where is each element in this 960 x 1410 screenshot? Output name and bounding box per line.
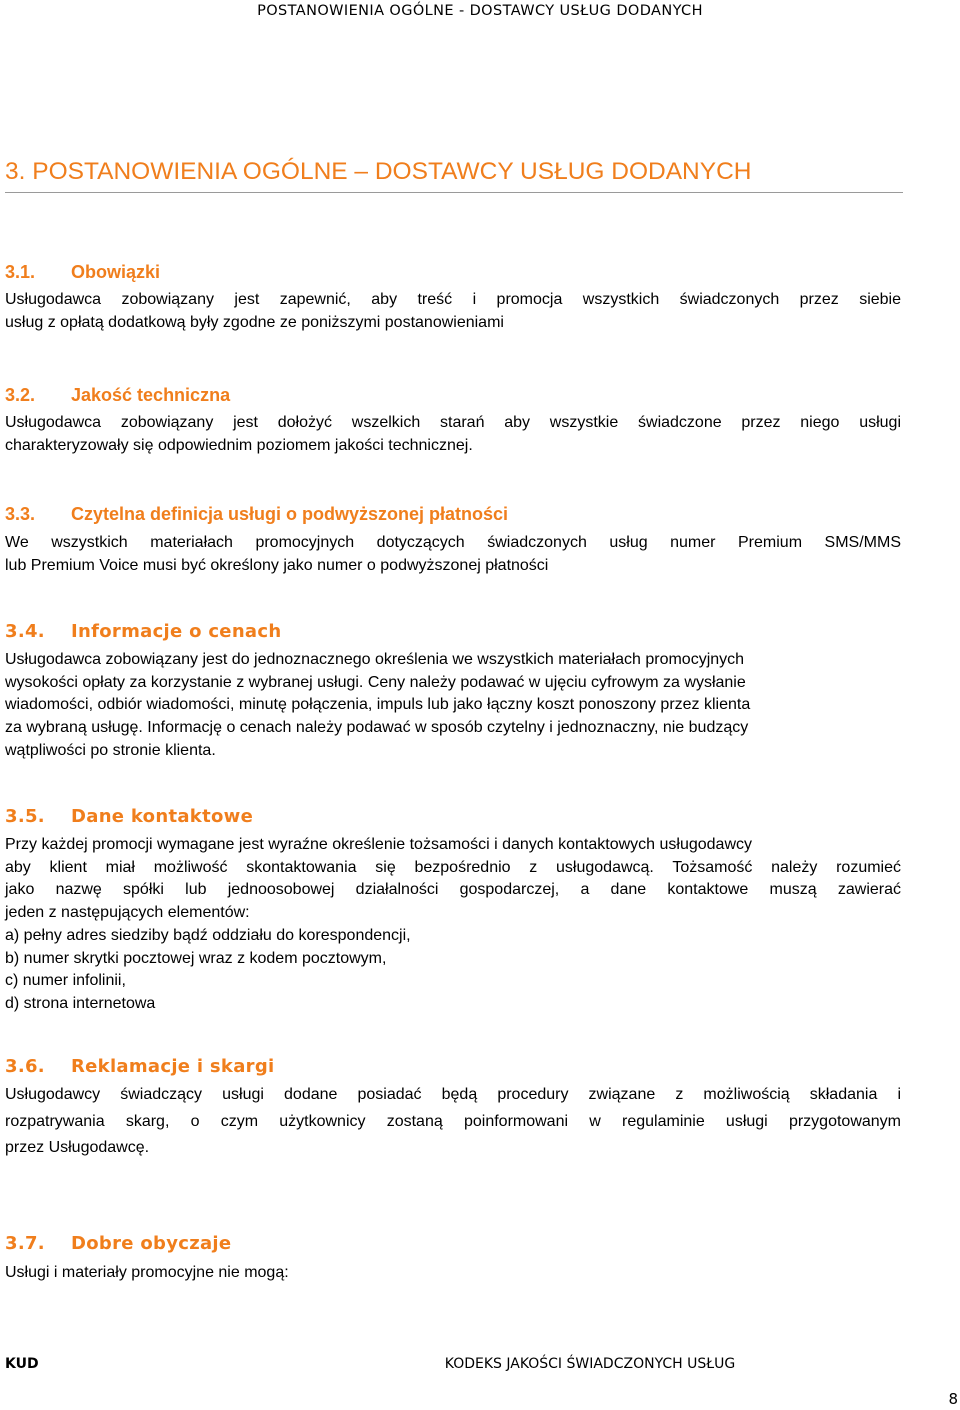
- paragraph-line: za wybraną usługę. Informację o cenach należy podawać w sposób czytelny i jednoznaczny, nie budzący: [5, 719, 749, 737]
- section-jakosc-techniczna: [5, 383, 901, 457]
- section-heading: [5, 1232, 901, 1256]
- section-number: 3.3.: [5, 504, 36, 524]
- section-title: Jakość techniczna: [71, 385, 231, 405]
- list-item: c) numer infolinii,: [5, 972, 126, 990]
- paragraph-line: Usługodawca zobowiązany jest zapewnić, aby treść i promocja wszystkich świadczonych przez siebie: [5, 291, 901, 308]
- paragraph-line: jako nazwę spółki lub jednoosobowej działalności gospodarczej, a dane kontaktowe muszą zawierać: [5, 881, 901, 899]
- section-czytelna-definicja: [5, 502, 901, 577]
- section-number: 3.5.: [5, 806, 45, 827]
- section-title: Czytelna definicja usługi o podwyższonej płatności: [71, 504, 509, 524]
- section-number: 3.4.: [5, 621, 45, 642]
- paragraph-line: wysokości opłaty za korzystanie z wybranej usługi. Ceny należy podawać w ujęciu cyfrowym za wysłanie: [5, 673, 746, 691]
- section-number: 3.1.: [5, 262, 36, 282]
- section-heading: [5, 620, 901, 644]
- section-heading: [5, 502, 901, 526]
- paragraph-line: Przy każdej promocji wymagane jest wyraźne określenie tożsamości i danych kontaktowych usługodawcy: [5, 836, 752, 853]
- section-number: 3.6.: [5, 1056, 45, 1077]
- paragraph-line: rozpatrywania skarg, o czym użytkownicy zostaną poinformowani w regulaminie usługi przygotowanym: [5, 1112, 901, 1130]
- paragraph-line: Usługodawcy świadczący usługi dodane posiadać będą procedury związane z możliwością składania i: [5, 1086, 901, 1103]
- section-title: Dobre obyczaje: [71, 1233, 232, 1254]
- section-number: 3.7.: [5, 1233, 45, 1254]
- paragraph-line: We wszystkich materiałach promocyjnych dotyczących świadczonych usług numer Premium SMS/MMS: [5, 534, 901, 551]
- section-number: 3.2.: [5, 385, 36, 405]
- section-title: Dane kontaktowe: [71, 806, 254, 827]
- section-title: Reklamacje i skargi: [71, 1056, 275, 1077]
- section-heading: [5, 383, 901, 407]
- section-obowiazki: [5, 260, 901, 334]
- paragraph-line: lub Premium Voice musi być określony jako numer o podwyższonej płatności: [5, 556, 549, 574]
- title-divider: [5, 192, 903, 193]
- paragraph-line: charakteryzowały się odpowiednim poziomem jakości technicznej.: [5, 436, 473, 454]
- paragraph-line: usług z opłatą dodatkową były zgodne ze poniższymi postanowieniami: [5, 313, 504, 331]
- running-header: POSTANOWIENIA OGÓLNE - DOSTAWCY USŁUG DODANYCH: [257, 3, 703, 19]
- page-number: 8: [948, 1390, 958, 1408]
- document-title: 3. POSTANOWIENIA OGÓLNE – DOSTAWCY USŁUG DODANYCH: [5, 158, 752, 185]
- paragraph-line: Usługodawca zobowiązany jest do jednoznacznego określenia we wszystkich materiałach promocyjnych: [5, 651, 745, 668]
- section-heading: [5, 260, 901, 284]
- section-informacje-o-cenach: [5, 620, 901, 763]
- list-item: b) numer skrytki pocztowej wraz z kodem pocztowym,: [5, 949, 387, 967]
- paragraph-line: jeden z następujących elementów:: [5, 904, 250, 922]
- section-dobre-obyczaje: [5, 1232, 901, 1285]
- paragraph-line: wiadomości, odbiór wiadomości, minutę połączenia, impuls lub jako łączny koszt ponoszony przez klienta: [5, 696, 751, 714]
- paragraph-line: wątpliwości po stronie klienta.: [5, 741, 216, 759]
- section-heading: [5, 805, 901, 829]
- section-dane-kontaktowe: [5, 805, 901, 1016]
- section-heading: [5, 1055, 901, 1079]
- paragraph-line: aby klient miał możliwość skontaktowania się bezpośrednio z usługodawcą. Tożsamość należy rozumieć: [5, 858, 901, 876]
- footer-title: KODEKS JAKOŚCI ŚWIADCZONYCH USŁUG: [444, 1356, 736, 1372]
- paragraph-line: przez Usługodawcę.: [5, 1139, 150, 1156]
- list-item: a) pełny adres siedziby bądź oddziału do korespondencji,: [5, 926, 411, 944]
- footer-abbreviation: KUD: [5, 1356, 39, 1372]
- section-reklamacje-i-skargi: [5, 1055, 901, 1162]
- paragraph-line: Usługodawca zobowiązany jest dołożyć wszelkich starań aby wszystkie świadczone przez niego usługi: [5, 414, 901, 431]
- section-title: Obowiązki: [71, 262, 161, 282]
- paragraph-line: Usługi i materiały promocyjne nie mogą:: [5, 1264, 289, 1281]
- list-item: d) strona internetowa: [5, 994, 156, 1012]
- section-title: Informacje o cenach: [71, 621, 282, 642]
